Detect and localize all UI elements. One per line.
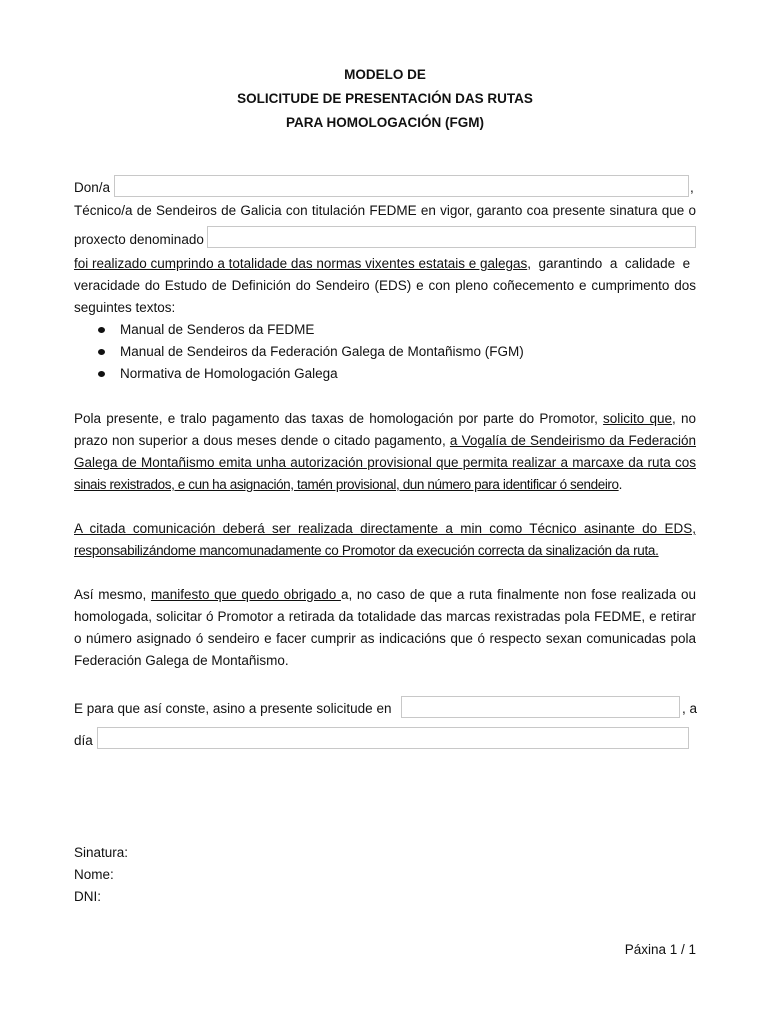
title-line-3: PARA HOMOLOGACIÓN (FGM)	[286, 115, 484, 130]
proxecto-label: proxecto denominado	[74, 232, 204, 247]
bullet-dot-icon	[98, 371, 105, 377]
p3-line-2: responsabilizándome mancomunadamente co Promotor da execución correcta da sinalización da ruta.	[74, 543, 659, 558]
p2-line-1-a: Pola presente, e tralo pagamento das taxas de homologación por parte do Promotor,	[74, 411, 604, 426]
p2-line-1	[74, 411, 696, 426]
bullet-item: Manual de Sendeiros da Federación Galega de Montañismo (FGM)	[120, 344, 524, 359]
p4-line-2: homologada, solicitar ó Promotor a retirada da totalidade das marcas rexistradas pola FEDME, e retirar	[74, 609, 696, 624]
dia-label: día	[74, 733, 93, 748]
bullet-item: Normativa de Homologación Galega	[120, 366, 338, 381]
p4-line-3: o número asignado ó sendeiro e facer cumprir as indicacións que ó respecto sexan comunicadas pola	[74, 631, 696, 646]
p4-line-1-a: Así mesmo,	[74, 587, 151, 602]
p1-line-3	[74, 256, 696, 271]
p2-line-1-b: , no	[672, 411, 696, 426]
p1-line-3-rest: , garantindo a calidade e	[527, 256, 691, 271]
proxecto-input[interactable]	[207, 226, 696, 248]
nome-label: Nome:	[74, 867, 114, 882]
bullet-dot-icon	[98, 327, 105, 333]
p5-comma-a: , a	[682, 701, 698, 716]
p1-line-4: veracidade do Estudo de Definición do Sendeiro (EDS) e con pleno coñecemento e cumprimento dos	[74, 278, 696, 293]
p5-line-1: E para que así conste, asino a presente solicitude en	[74, 701, 392, 716]
p2-line-2-a: prazo non superior a dous meses dende o citado pagamento,	[74, 433, 450, 448]
p2-line-3: Galega de Montañismo emita unha autorización provisional que permita realizar a marcaxe da ruta cos	[74, 455, 696, 470]
don-a-label: Don/a	[74, 180, 111, 195]
dia-input[interactable]	[97, 727, 689, 749]
p1-line-3-underlined: foi realizado cumprindo a totalidade das normas vixentes estatais e galegas	[74, 256, 528, 271]
page-number: Páxina 1 / 1	[624, 942, 696, 957]
title-line-1: MODELO DE	[344, 67, 426, 82]
place-input[interactable]	[401, 696, 680, 718]
p2-line-4-underlined: sinais rexistrados, e cun ha asignación, tamén provisional, dun número para identificar ó sendeiro	[74, 477, 619, 492]
p2-line-4	[74, 477, 622, 492]
dni-label: DNI:	[74, 889, 101, 904]
don-a-comma: ,	[690, 180, 694, 195]
p4-line-4: Federación Galega de Montañismo.	[74, 653, 289, 668]
p1-line-5: seguintes textos:	[74, 300, 176, 315]
don-a-input[interactable]	[114, 175, 689, 197]
p4-line-1	[74, 587, 696, 602]
bullet-dot-icon	[98, 349, 105, 355]
sinatura-label: Sinatura:	[74, 845, 129, 860]
p2-vogalia: a Vogalía de Sendeirismo da Federación	[449, 433, 696, 448]
p2-line-4-end: .	[618, 477, 623, 492]
title-line-2: SOLICITUDE DE PRESENTACIÓN DAS RUTAS	[237, 91, 533, 106]
bullet-item: Manual de Senderos da FEDME	[120, 322, 315, 337]
p4-line-1-b: a, no caso de que a ruta finalmente non fose realizada ou	[340, 587, 697, 602]
p4-manifesto: manifesto que quedo obrigado	[150, 587, 341, 602]
p3-line-1: A citada comunicación deberá ser realizada directamente a min como Técnico asinante do EDS,	[74, 521, 696, 536]
p2-line-2	[74, 433, 696, 448]
p2-solicito-que: solicito que	[603, 411, 673, 426]
p1-line-1: Técnico/a de Sendeiros de Galicia con titulación FEDME en vigor, garanto coa presente sinatura que o	[74, 203, 696, 218]
